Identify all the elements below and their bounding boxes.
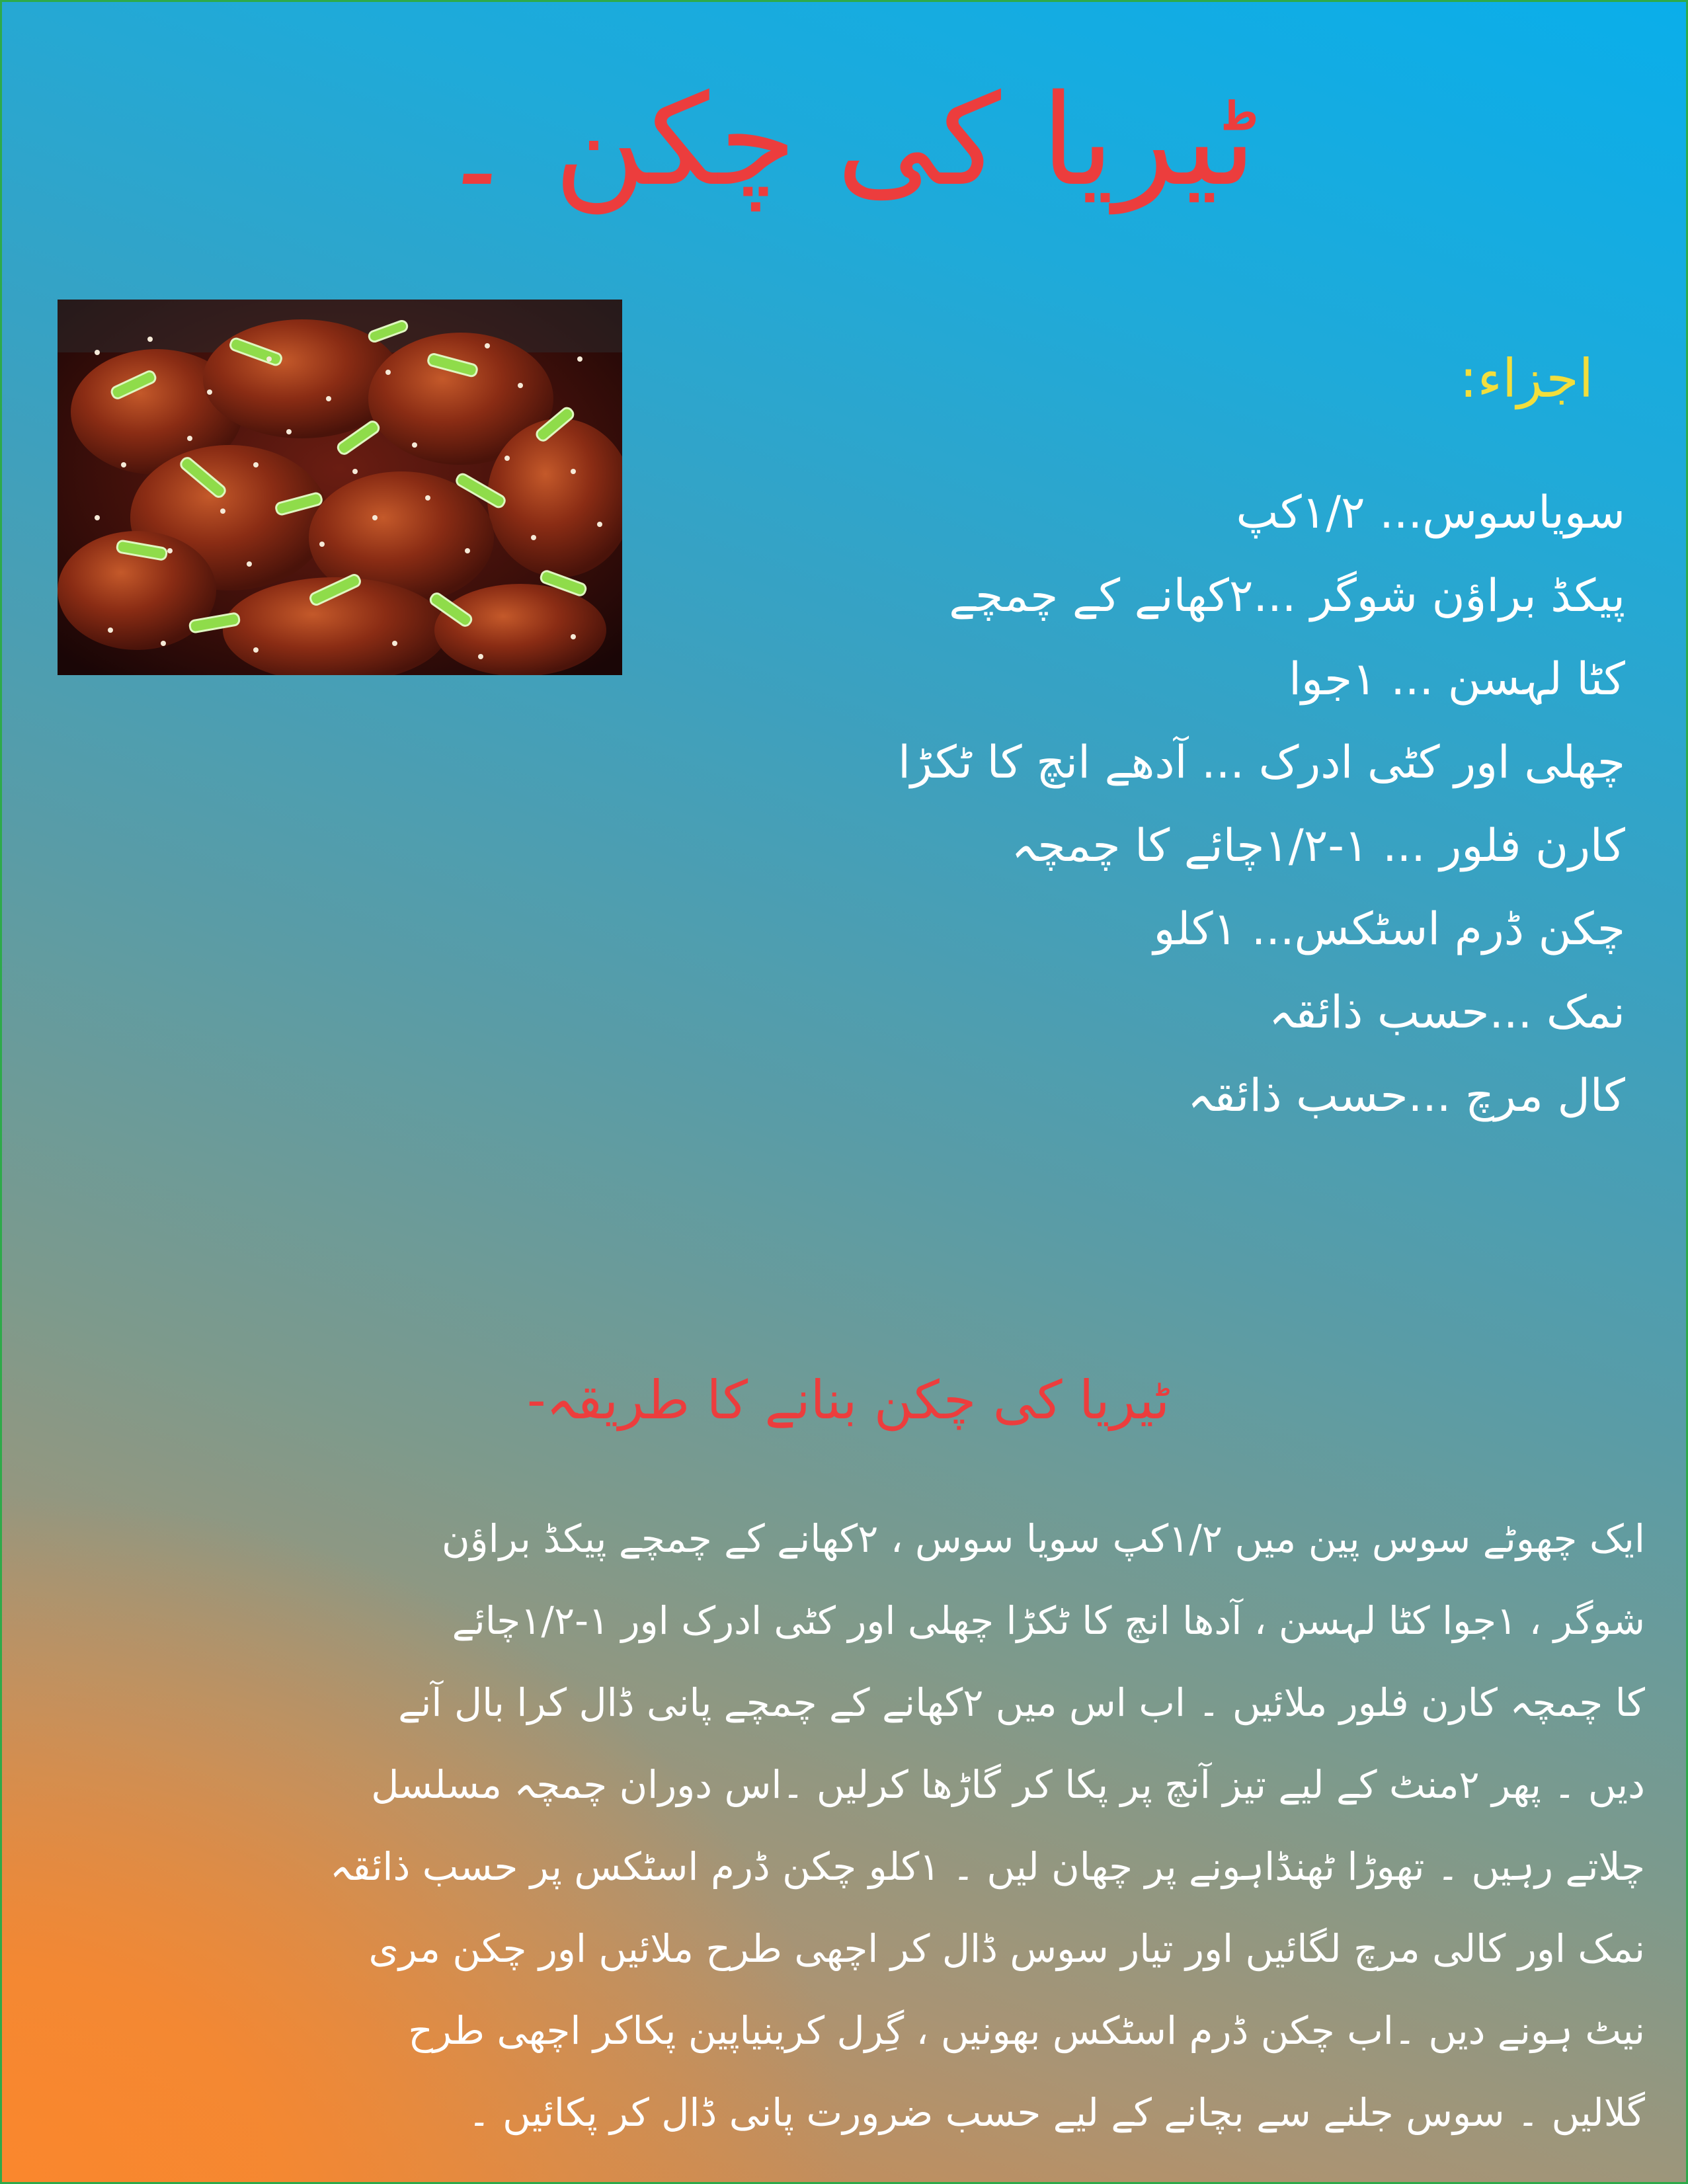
ingredient-item: کال مرچ ...حسب ذائقہ (1187, 1070, 1625, 1122)
method-heading: ٹیریا کی چکن بنانے کا طریقہ- (526, 1369, 1170, 1431)
ingredient-item: پیکڈ براؤن شوگر ...۲کھانے کے چمچے (949, 570, 1625, 622)
method-line: گلالیں ۔ سوس جلنے سے بچانے کے لیے حسب ضرورت پانی ڈال کر پکائیں ۔ (467, 2090, 1645, 2135)
ingredients-list (594, 471, 1625, 1138)
ingredients-heading: اجزاء: (1459, 348, 1593, 409)
method-line: شوگر ، ۱جوا کٹا لہسن ، آدھا انچ کا ٹکڑا چھلی اور کٹی ادرک اور ۱-۱/۲چائے (452, 1598, 1645, 1643)
method-line: کا چمچہ کارن فلور ملائیں ۔ اب اس میں ۲کھانے کے چمچے پانی ڈال کرا بال آنے (398, 1680, 1645, 1725)
chicken-dish-photo (58, 300, 622, 675)
method-paragraph (45, 1498, 1645, 2154)
method-line: چلاتے رہیں ۔ تھوڑا ٹھنڈاہونے پر چھان لیں ۔ ۱کلو چکن ڈرم اسٹکس پر حسب ذائقہ (329, 1844, 1645, 1889)
ingredient-item: کٹا لہسن ... ۱جوا (1289, 653, 1625, 706)
ingredient-item: چکن ڈرم اسٹکس... ۱کلو (1153, 903, 1625, 955)
method-line: دیں ۔ پھر ۲منٹ کے لیے تیز آنچ پر پکا کر گاڑھا کرلیں ۔اس دوران چمچہ مسلسل (371, 1762, 1645, 1807)
method-line: نمک اور کالی مرچ لگائیں اور تیار سوس ڈال کر اچھی طرح ملائیں اور چکن مری (368, 1926, 1645, 1971)
ingredient-item: نمک ...حسب ذائقہ (1269, 987, 1625, 1039)
ingredient-item: چھلی اور کٹی ادرک ... آدھے انچ کا ٹکڑا (898, 737, 1625, 789)
method-line: ایک چھوٹے سوس پین میں ۱/۲کپ سویا سوس ، ۲کھانے کے چمچے پیکڈ براؤن (442, 1516, 1645, 1561)
method-line: نیٹ ہونے دیں ۔اب چکن ڈرم اسٹکس بھونیں ، گِرل کرینیاپین پکاکر اچھی طرح (408, 2008, 1645, 2053)
page-title: ٹیریا کی چکن ۔ (440, 67, 1257, 214)
ingredient-item: سویاسوس... ۱/۲کپ (1236, 487, 1625, 539)
ingredient-item: کارن فلور ... ۱-۱/۲چائے کا چمچہ (1011, 820, 1625, 872)
